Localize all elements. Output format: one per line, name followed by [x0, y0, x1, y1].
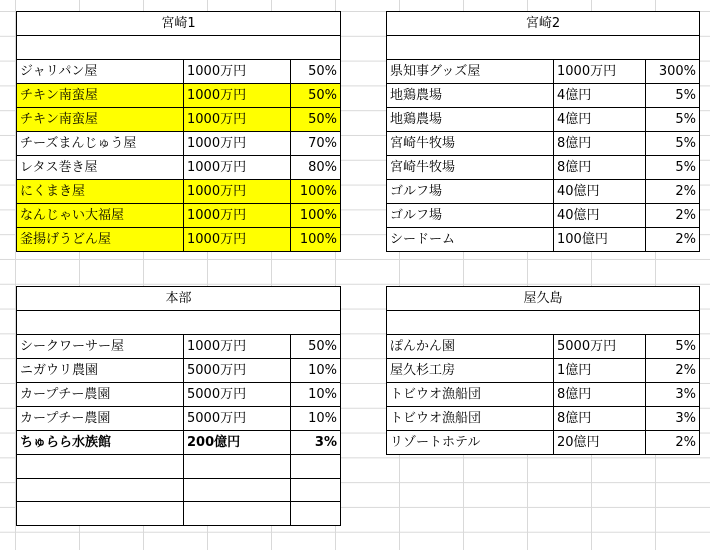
table-honbu [16, 286, 341, 526]
percent-cell[interactable]: 3% [646, 382, 700, 406]
percent-cell[interactable]: 2% [646, 227, 700, 251]
amount-cell[interactable]: 8億円 [554, 155, 646, 179]
amount-cell[interactable]: 1000万円 [184, 59, 291, 83]
name-cell[interactable]: トビウオ漁船団 [387, 382, 554, 406]
empty-cell[interactable] [387, 36, 700, 60]
name-cell[interactable]: シークワーサー屋 [17, 334, 184, 358]
amount-cell[interactable]: 100億円 [554, 227, 646, 251]
name-cell[interactable]: リゾートホテル [387, 430, 554, 454]
percent-cell[interactable]: 50% [291, 107, 341, 131]
name-cell[interactable]: ゴルフ場 [387, 179, 554, 203]
percent-cell[interactable]: 10% [291, 406, 341, 430]
table-row [387, 107, 700, 131]
table-row [17, 107, 341, 131]
percent-cell[interactable]: 300% [646, 59, 700, 83]
name-cell[interactable] [17, 454, 184, 478]
percent-cell[interactable]: 100% [291, 203, 341, 227]
name-cell[interactable]: トビウオ漁船団 [387, 406, 554, 430]
percent-cell[interactable]: 10% [291, 358, 341, 382]
amount-cell[interactable]: 1000万円 [184, 334, 291, 358]
name-cell[interactable]: 宮崎牛牧場 [387, 131, 554, 155]
name-cell[interactable]: なんじゃい大福屋 [17, 203, 184, 227]
amount-cell[interactable]: 8億円 [554, 382, 646, 406]
percent-cell[interactable] [291, 478, 341, 502]
amount-cell[interactable]: 1000万円 [184, 107, 291, 131]
table-row [17, 382, 341, 406]
name-cell[interactable]: ニガウリ農園 [17, 358, 184, 382]
table-miyazaki2 [386, 11, 700, 252]
name-cell[interactable]: チーズまんじゅう屋 [17, 131, 184, 155]
empty-row [387, 311, 700, 335]
amount-cell[interactable]: 5000万円 [554, 334, 646, 358]
table-yakushima [386, 286, 700, 455]
percent-cell[interactable]: 5% [646, 83, 700, 107]
name-cell[interactable]: にくまき屋 [17, 179, 184, 203]
amount-cell[interactable]: 5000万円 [184, 358, 291, 382]
table-row [17, 83, 341, 107]
amount-cell[interactable]: 40億円 [554, 179, 646, 203]
percent-cell[interactable]: 80% [291, 155, 341, 179]
table-row [387, 382, 700, 406]
table-row [387, 59, 700, 83]
percent-cell[interactable]: 3% [646, 406, 700, 430]
empty-cell[interactable] [387, 311, 700, 335]
name-cell[interactable]: ジャリパン屋 [17, 59, 184, 83]
name-cell[interactable]: チキン南蛮屋 [17, 107, 184, 131]
table-row [387, 203, 700, 227]
table-title-row [387, 287, 700, 311]
table-row [387, 334, 700, 358]
amount-cell[interactable]: 1000万円 [184, 131, 291, 155]
percent-cell[interactable]: 2% [646, 179, 700, 203]
amount-cell[interactable]: 8億円 [554, 406, 646, 430]
name-cell[interactable] [17, 478, 184, 502]
percent-cell[interactable]: 50% [291, 334, 341, 358]
amount-cell[interactable]: 1億円 [554, 358, 646, 382]
name-cell[interactable]: 地鶏農場 [387, 83, 554, 107]
table-row [387, 179, 700, 203]
percent-cell[interactable]: 70% [291, 131, 341, 155]
percent-cell[interactable] [291, 502, 341, 526]
table-row [17, 131, 341, 155]
empty-cell[interactable] [17, 311, 341, 335]
table-title-row [17, 12, 341, 36]
table-row [17, 179, 341, 203]
percent-cell[interactable]: 10% [291, 382, 341, 406]
amount-cell[interactable]: 8億円 [554, 131, 646, 155]
table-row [387, 358, 700, 382]
table-row [387, 430, 700, 454]
table-row [17, 59, 341, 83]
name-cell[interactable]: ゴルフ場 [387, 203, 554, 227]
amount-cell[interactable]: 1000万円 [184, 83, 291, 107]
empty-cell[interactable] [17, 36, 341, 60]
percent-cell[interactable]: 5% [646, 334, 700, 358]
amount-cell[interactable]: 1000万円 [184, 227, 291, 251]
name-cell[interactable]: 釜揚げうどん屋 [17, 227, 184, 251]
percent-cell[interactable]: 5% [646, 155, 700, 179]
empty-row [17, 311, 341, 335]
percent-cell[interactable]: 5% [646, 107, 700, 131]
name-cell[interactable]: ちゅらら水族館 [17, 430, 184, 454]
table-title[interactable]: 宮崎1 [17, 12, 341, 36]
percent-cell[interactable]: 2% [646, 358, 700, 382]
amount-cell[interactable]: 1000万円 [184, 155, 291, 179]
table-miyazaki1 [16, 11, 341, 252]
table-title-row [17, 287, 341, 311]
amount-cell[interactable]: 5000万円 [184, 382, 291, 406]
table-row [17, 334, 341, 358]
name-cell[interactable] [17, 502, 184, 526]
name-cell[interactable]: シードーム [387, 227, 554, 251]
percent-cell[interactable] [291, 454, 341, 478]
table-row [387, 83, 700, 107]
table-row [17, 430, 341, 454]
percent-cell[interactable]: 100% [291, 179, 341, 203]
amount-cell[interactable]: 1000万円 [554, 59, 646, 83]
table-row [387, 406, 700, 430]
table-title-row [387, 12, 700, 36]
name-cell[interactable]: 地鶏農場 [387, 107, 554, 131]
amount-cell[interactable] [184, 502, 291, 526]
name-cell[interactable]: カープチー農園 [17, 406, 184, 430]
empty-row [387, 36, 700, 60]
amount-cell[interactable]: 40億円 [554, 203, 646, 227]
amount-cell[interactable]: 1000万円 [184, 179, 291, 203]
name-cell[interactable]: ぽんかん園 [387, 334, 554, 358]
amount-cell[interactable]: 5000万円 [184, 406, 291, 430]
name-cell[interactable]: レタス巻き屋 [17, 155, 184, 179]
name-cell[interactable]: 屋久杉工房 [387, 358, 554, 382]
name-cell[interactable]: 宮崎牛牧場 [387, 155, 554, 179]
table-row [17, 478, 341, 502]
amount-cell[interactable]: 20億円 [554, 430, 646, 454]
table-row [387, 131, 700, 155]
table-title[interactable]: 本部 [17, 287, 341, 311]
amount-cell[interactable]: 200億円 [184, 430, 291, 454]
table-title[interactable]: 屋久島 [387, 287, 700, 311]
percent-cell[interactable]: 5% [646, 131, 700, 155]
amount-cell[interactable] [184, 478, 291, 502]
table-row [17, 358, 341, 382]
table-row [17, 502, 341, 526]
table-row [17, 454, 341, 478]
name-cell[interactable]: 県知事グッズ屋 [387, 59, 554, 83]
percent-cell[interactable]: 100% [291, 227, 341, 251]
table-row [17, 155, 341, 179]
table-row [17, 203, 341, 227]
percent-cell[interactable]: 2% [646, 203, 700, 227]
table-row [387, 155, 700, 179]
percent-cell[interactable]: 3% [291, 430, 341, 454]
amount-cell[interactable]: 1000万円 [184, 203, 291, 227]
name-cell[interactable]: チキン南蛮屋 [17, 83, 184, 107]
amount-cell[interactable]: 4億円 [554, 107, 646, 131]
name-cell[interactable]: カープチー農園 [17, 382, 184, 406]
percent-cell[interactable]: 50% [291, 83, 341, 107]
table-row [17, 227, 341, 251]
amount-cell[interactable] [184, 454, 291, 478]
table-row [387, 227, 700, 251]
percent-cell[interactable]: 2% [646, 430, 700, 454]
percent-cell[interactable]: 50% [291, 59, 341, 83]
table-row [17, 406, 341, 430]
table-title[interactable]: 宮崎2 [387, 12, 700, 36]
amount-cell[interactable]: 4億円 [554, 83, 646, 107]
empty-row [17, 36, 341, 60]
